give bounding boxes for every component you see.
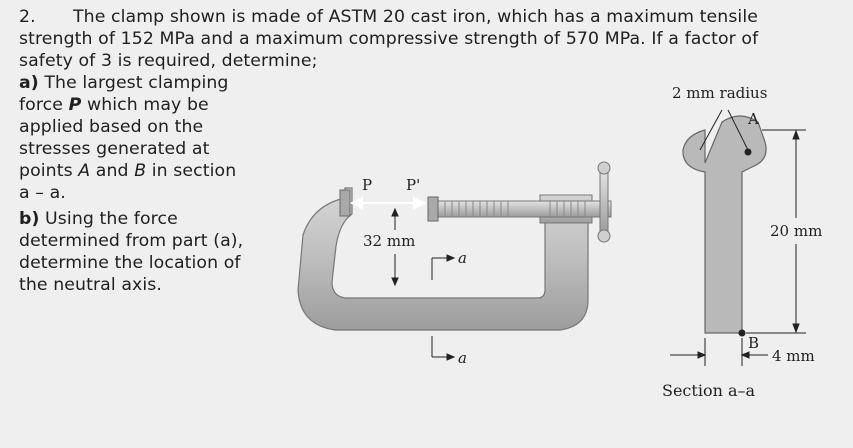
force-arrows xyxy=(352,198,424,208)
part-a: a) The largest clamping force P which may be applied based on the stresses generated at points A and B in section a – a. xyxy=(19,73,237,203)
label-P: P xyxy=(362,176,373,194)
problem-line-3: safety of 3 is required, determine; xyxy=(19,51,318,71)
part-b: b) Using the force determined from part (a), determine the location of the neutral axis. xyxy=(19,209,244,295)
part-a-label: a) xyxy=(19,73,39,93)
label-P-prime: P' xyxy=(406,176,421,194)
part-b-label: b) xyxy=(19,209,40,229)
radius-label: 2 mm radius xyxy=(672,84,768,102)
problem-number: 2. xyxy=(19,7,36,27)
section-a-top: a xyxy=(458,249,467,267)
point-A xyxy=(745,149,752,156)
section-a-bottom: a xyxy=(458,349,467,367)
section-caption: Section a–a xyxy=(662,381,756,400)
t-handle xyxy=(600,170,608,234)
problem-line-2: strength of 152 MPa and a maximum compressive strength of 570 MPa. If a factor of xyxy=(19,29,759,49)
dim-20-label: 20 mm xyxy=(770,222,823,240)
movable-pad xyxy=(428,197,438,221)
force-symbol-P: P xyxy=(68,95,82,115)
problem-line-1: 2. The clamp shown is made of ASTM 20 cast iron, which has a maximum tensile xyxy=(19,7,758,27)
dim-32-label: 32 mm xyxy=(363,232,416,250)
fixed-jaw xyxy=(340,190,350,216)
label-A: A xyxy=(748,110,759,128)
cross-section xyxy=(683,116,766,333)
point-B xyxy=(739,330,746,337)
label-B: B xyxy=(748,334,760,352)
dim-4-label: 4 mm xyxy=(772,347,815,365)
